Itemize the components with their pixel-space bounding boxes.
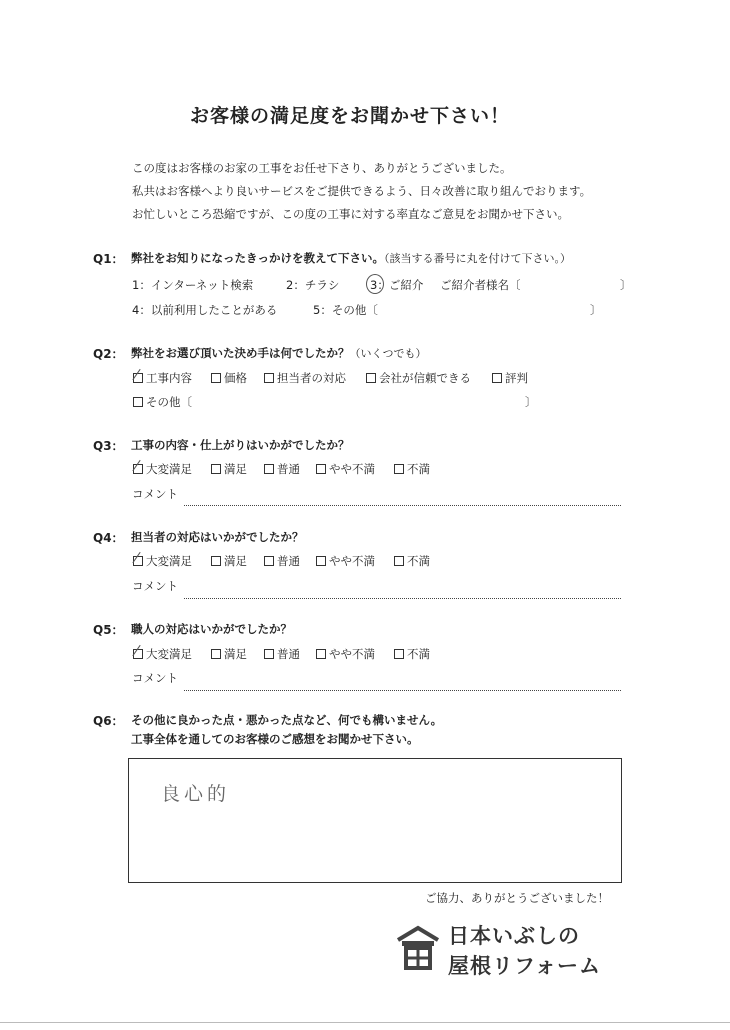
q5-option-label: やや不満 (329, 647, 375, 661)
checkbox-icon[interactable] (492, 373, 502, 383)
q2-option-trust[interactable] (366, 370, 471, 386)
checkbox-icon[interactable] (211, 556, 221, 566)
q3-option-unsatisfied[interactable] (394, 461, 430, 477)
q5-comment-label: コメント (132, 671, 178, 685)
q3-option-satisfied[interactable] (211, 461, 247, 477)
q1-option-4[interactable]: 4：以前利用したことがある (132, 303, 278, 317)
q2-option-koji[interactable] (133, 370, 192, 386)
q2-option-label: 評判 (505, 371, 528, 385)
q5-option-somewhat-unsatisfied[interactable] (316, 646, 375, 662)
q3-comment-label: コメント (132, 487, 178, 501)
intro-line-1: この度はお客様のお家の工事をお任せ下さり、ありがとうございました。 (132, 161, 512, 175)
q3-question: 工事の内容・仕上がりはいかがでしたか？ (131, 438, 350, 452)
q5-label: Q5： (93, 623, 124, 637)
q6-line-1: その他に良かった点・悪かった点など、何でも構いません。 (131, 713, 443, 727)
q2-option-reputation[interactable] (492, 370, 528, 386)
q5-option-unsatisfied[interactable] (394, 646, 430, 662)
checkbox-icon[interactable] (394, 556, 404, 566)
q4-option-label: 満足 (224, 554, 247, 568)
q2-note: （いくつでも） (349, 347, 427, 360)
q4-question: 担当者の対応はいかがでしたか？ (131, 530, 304, 544)
q1-question (131, 250, 571, 266)
q2-option-other[interactable] (133, 394, 192, 410)
checkbox-icon[interactable] (366, 373, 376, 383)
q5-option-label: 普通 (277, 647, 300, 661)
q1-option-3[interactable]: 3：ご紹介 (370, 278, 424, 292)
q4-option-unsatisfied[interactable] (394, 553, 430, 569)
checkbox-checked-icon[interactable] (133, 464, 143, 474)
q4-option-somewhat-unsatisfied[interactable] (316, 553, 375, 569)
q1-option-5[interactable]: 5：その他〔 (313, 303, 378, 317)
q5-option-very-satisfied[interactable] (133, 646, 192, 662)
q1-note: （該当する番号に丸を付けて下さい。） (384, 252, 571, 265)
checkbox-checked-icon[interactable] (133, 373, 143, 383)
q4-option-label: やや不満 (329, 554, 375, 568)
q1-referrer-close: 〕 (620, 278, 632, 292)
checkbox-icon[interactable] (211, 373, 221, 383)
q5-option-normal[interactable] (264, 646, 300, 662)
q2-option-label: 工事内容 (146, 371, 192, 385)
q3-option-very-satisfied[interactable] (133, 461, 192, 477)
q3-label: Q3： (93, 439, 124, 453)
q3-option-label: やや不満 (329, 462, 375, 476)
q4-option-normal[interactable] (264, 553, 300, 569)
q6-label: Q6： (93, 714, 124, 728)
checkbox-icon[interactable] (264, 556, 274, 566)
q5-option-label: 不満 (407, 647, 430, 661)
q1-option-5-close: 〕 (590, 303, 602, 317)
q3-option-label: 満足 (224, 462, 247, 476)
q2-option-price[interactable] (211, 370, 247, 386)
checkbox-icon[interactable] (316, 464, 326, 474)
checkbox-icon[interactable] (133, 397, 143, 407)
checkbox-icon[interactable] (264, 373, 274, 383)
q1-label: Q1： (93, 252, 124, 266)
roof-tile-logo-icon (394, 924, 442, 972)
checkbox-icon[interactable] (394, 649, 404, 659)
checkbox-icon[interactable] (211, 464, 221, 474)
q2-label: Q2： (93, 347, 124, 361)
q5-comment-line[interactable] (184, 690, 621, 691)
q5-option-label: 満足 (224, 647, 247, 661)
q4-option-satisfied[interactable] (211, 553, 247, 569)
q4-option-very-satisfied[interactable] (133, 553, 192, 569)
q2-option-label: 価格 (224, 371, 247, 385)
logo-line-1: 日本いぶしの (448, 924, 580, 948)
q2-question-text: 弊社をお選び頂いた決め手は何でしたか？ (131, 346, 350, 360)
q4-option-label: 普通 (277, 554, 300, 568)
q2-option-staff[interactable] (264, 370, 346, 386)
q3-option-label: 不満 (407, 462, 430, 476)
checkbox-icon[interactable] (316, 556, 326, 566)
q4-comment-label: コメント (132, 579, 178, 593)
checkbox-icon[interactable] (211, 649, 221, 659)
checkbox-checked-icon[interactable] (133, 556, 143, 566)
q1-option-2[interactable]: 2：チラシ (286, 278, 340, 292)
company-logo (394, 918, 634, 980)
logo-line-2: 屋根リフォーム (448, 954, 601, 978)
checkbox-checked-icon[interactable] (133, 649, 143, 659)
q5-option-satisfied[interactable] (211, 646, 247, 662)
q3-option-label: 大変満足 (146, 462, 192, 476)
q6-handwritten-answer: 良心的 (161, 783, 231, 805)
q3-comment-line[interactable] (184, 505, 621, 506)
q3-option-somewhat-unsatisfied[interactable] (316, 461, 375, 477)
q1-option-1[interactable]: 1：インターネット検索 (132, 278, 254, 292)
q2-question (131, 345, 427, 361)
q5-question: 職人の対応はいかがでしたか？ (131, 622, 292, 636)
q2-other-close: 〕 (525, 395, 537, 409)
checkbox-icon[interactable] (264, 649, 274, 659)
q4-option-label: 大変満足 (146, 554, 192, 568)
page-title: お客様の満足度をお聞かせ下さい！ (190, 105, 511, 127)
q4-label: Q4： (93, 531, 124, 545)
q1-referrer-label: ご紹介者様名〔 (440, 278, 521, 292)
scan-edge-line (0, 1022, 730, 1023)
q1-question-text: 弊社をお知りになったきっかけを教えて下さい。 (131, 251, 384, 265)
q2-option-label: 会社が信頼できる (379, 371, 471, 385)
thanks-text: ご協力、ありがとうございました！ (425, 891, 609, 905)
checkbox-icon[interactable] (264, 464, 274, 474)
q3-option-label: 普通 (277, 462, 300, 476)
q3-option-normal[interactable] (264, 461, 300, 477)
q6-answer-box[interactable] (128, 758, 622, 883)
q2-option-label: 担当者の対応 (277, 371, 346, 385)
q6-line-2: 工事全体を通してのお客様のご感想をお聞かせ下さい。 (131, 732, 419, 746)
q4-option-label: 不満 (407, 554, 430, 568)
q2-other-label: その他〔 (146, 395, 192, 409)
q5-option-label: 大変満足 (146, 647, 192, 661)
checkbox-icon[interactable] (394, 464, 404, 474)
intro-line-2: 私共はお客様へより良いサービスをご提供できるよう、日々改善に取り組んでおります。 (132, 184, 592, 198)
q4-comment-line[interactable] (184, 598, 621, 599)
intro-line-3: お忙しいところ恐縮ですが、この度の工事に対する率直なご意見をお聞かせ下さい。 (132, 207, 569, 221)
checkbox-icon[interactable] (316, 649, 326, 659)
